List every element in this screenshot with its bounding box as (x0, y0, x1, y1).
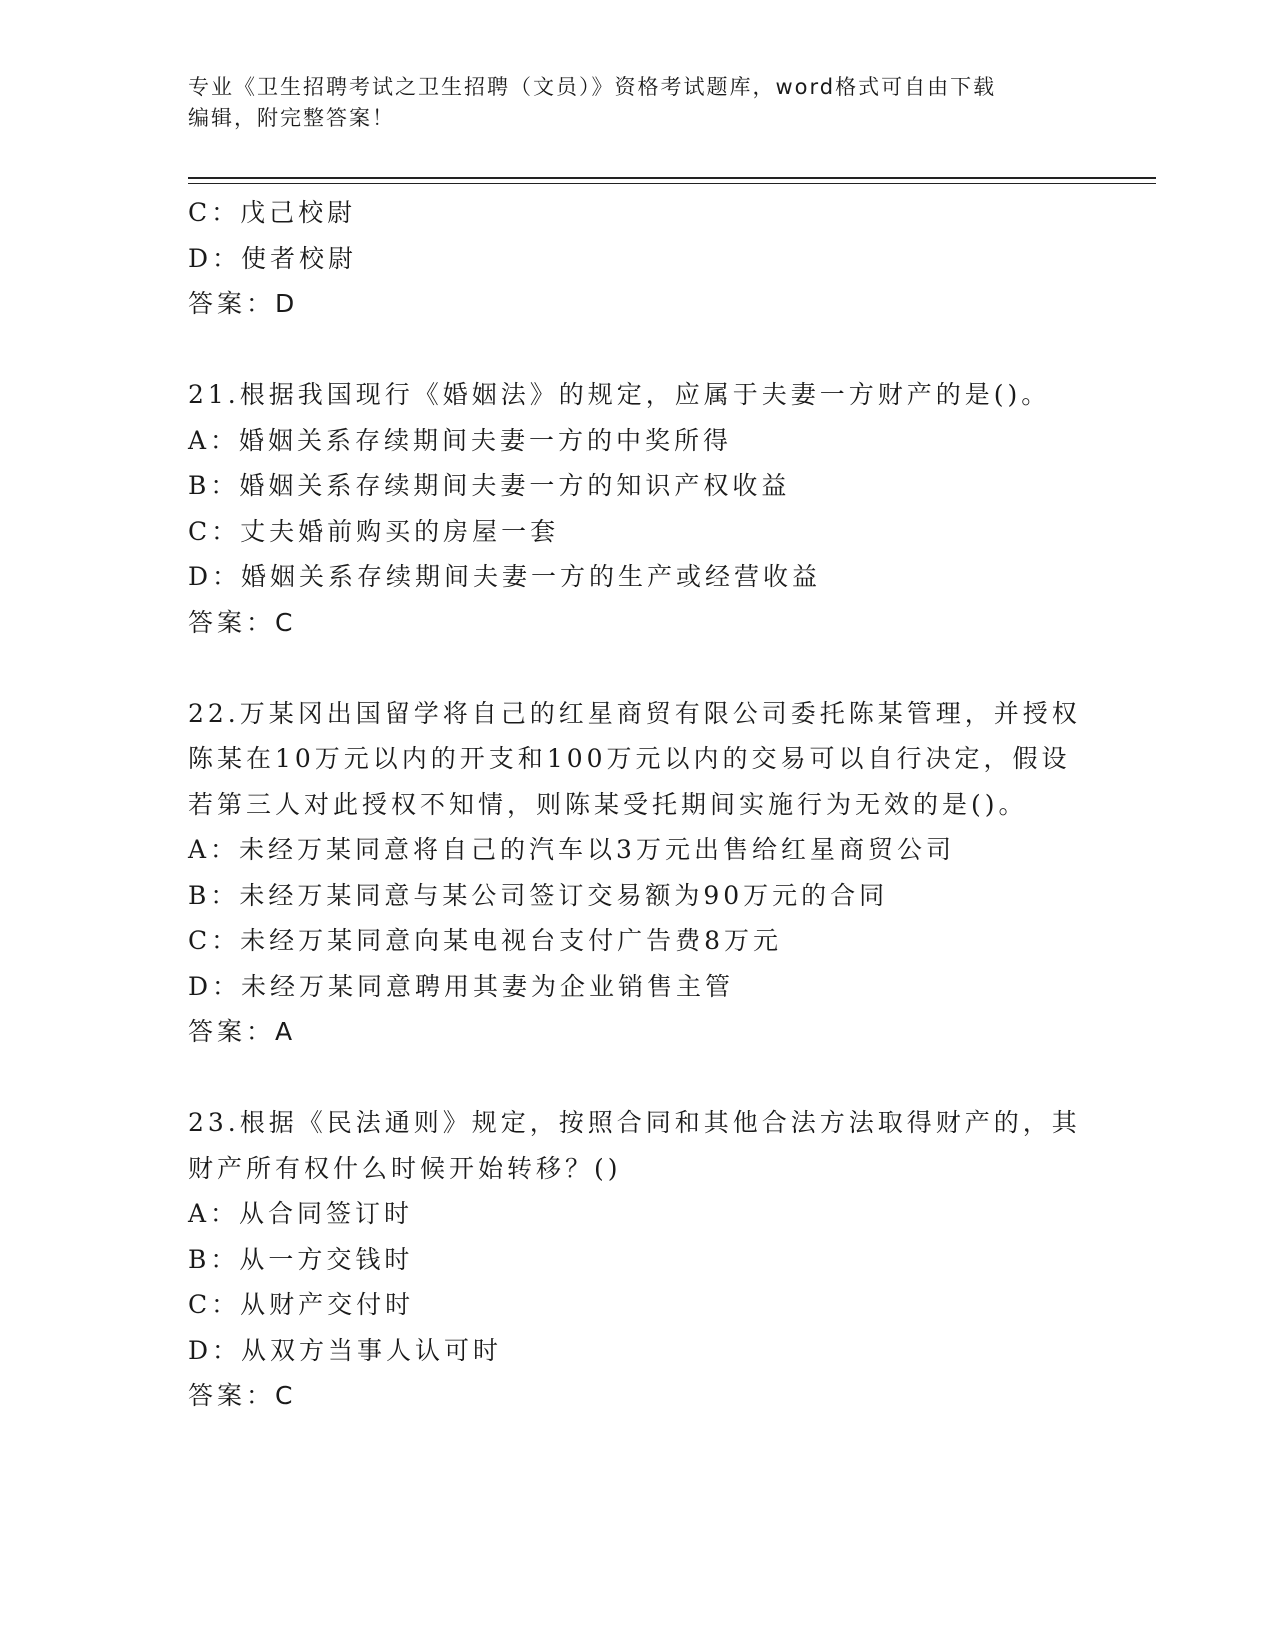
option-b: B：从一方交钱时 (188, 1244, 414, 1274)
question-prev (188, 190, 1088, 327)
question-21 (188, 372, 1088, 645)
answer: 答案：C (188, 607, 297, 637)
option-c: C：从财产交付时 (188, 1290, 415, 1319)
option-d: D：从双方当事人认可时 (188, 1335, 503, 1365)
option-b: B：婚姻关系存续期间夫妻一方的知识产权收益 (188, 471, 791, 500)
option-d: D：使者校尉 (188, 243, 358, 273)
option-c: C：戊己校尉 (188, 198, 357, 227)
header-rule-thick (188, 177, 1156, 179)
option-c: C：未经万某同意向某电视台支付广告费8万元 (188, 926, 783, 955)
option-d: D：未经万某同意聘用其妻为企业销售主管 (188, 971, 735, 1001)
spacer (188, 1055, 1088, 1101)
document-header (188, 72, 1068, 134)
spacer (188, 645, 1088, 691)
header-rule-thin (188, 183, 1156, 184)
option-a: A：未经万某同意将自己的汽车以3万元出售给红星商贸公司 (188, 835, 955, 864)
question-stem: 21.根据我国现行《婚姻法》的规定，应属于夫妻一方财产的是()。 (188, 380, 1051, 409)
question-stem: 陈某在10万元以内的开支和100万元以内的交易可以自行决定，假设 (188, 744, 1071, 773)
answer: 答案：D (188, 289, 299, 318)
header-line-1: 专业《卫生招聘考试之卫生招聘（文员）》资格考试题库，word格式可自由下载 (188, 75, 997, 99)
question-stem: 23.根据《民法通则》规定，按照合同和其他合法方法取得财产的，其 (188, 1108, 1081, 1137)
question-23 (188, 1100, 1088, 1419)
option-d: D：婚姻关系存续期间夫妻一方的生产或经营收益 (188, 562, 822, 591)
option-a: A：从合同签订时 (188, 1199, 414, 1228)
header-line-2: 编辑，附完整答案！ (188, 106, 395, 130)
question-list (188, 190, 1088, 1419)
answer: 答案：C (188, 1381, 297, 1410)
option-b: B：未经万某同意与某公司签订交易额为90万元的合同 (188, 880, 889, 910)
option-c: C：丈夫婚前购买的房屋一套 (188, 516, 560, 546)
spacer (188, 327, 1088, 373)
question-stem: 22.万某冈出国留学将自己的红星商贸有限公司委托陈某管理，并授权 (188, 698, 1081, 728)
question-stem: 若第三人对此授权不知情，则陈某受托期间实施行为无效的是()。 (188, 789, 1028, 819)
answer: 答案：A (188, 1017, 297, 1046)
question-stem: 财产所有权什么时候开始转移？() (188, 1153, 622, 1183)
option-a: A：婚姻关系存续期间夫妻一方的中奖所得 (188, 425, 733, 455)
question-22 (188, 691, 1088, 1055)
